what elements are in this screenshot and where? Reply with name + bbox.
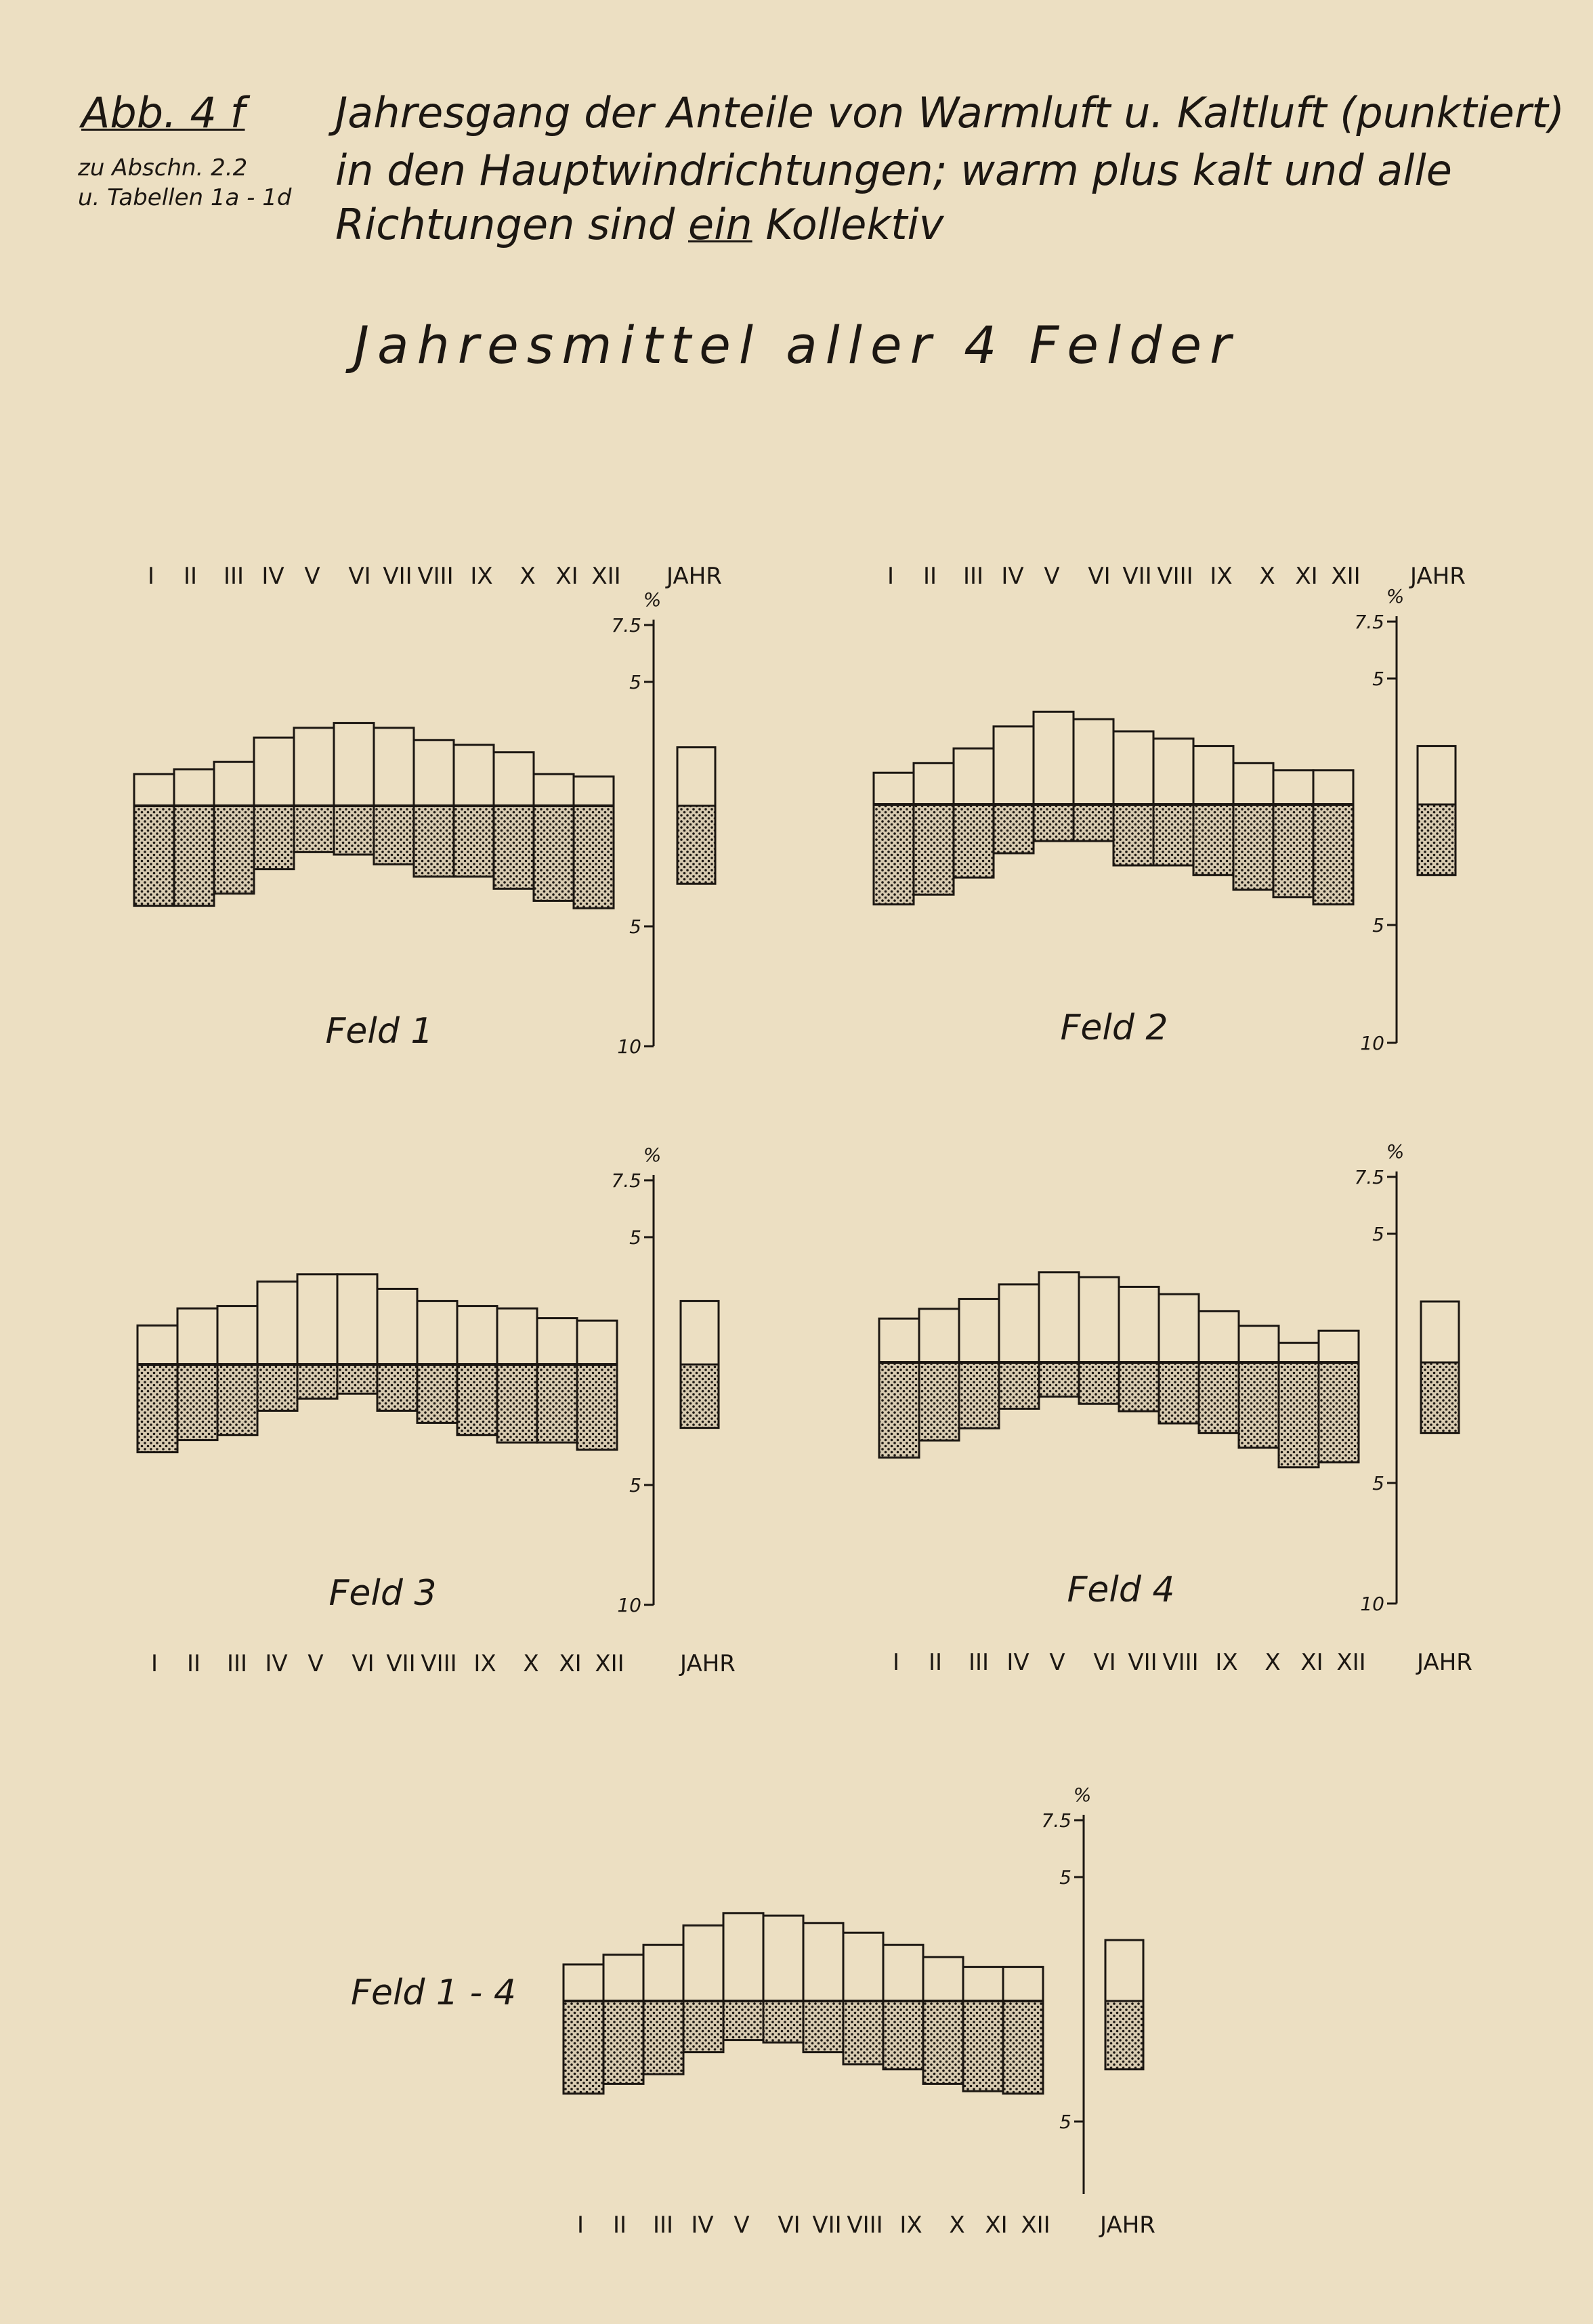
warm-bar [994,727,1034,804]
reference-tables: u. Tabellen 1a - 1d [78,184,292,211]
axis-tick-label: 10 [617,1594,641,1616]
warm-bar [497,1308,537,1364]
axis-tick-label: 5 [1372,668,1384,690]
annual-cold-bar [677,806,715,884]
warm-bar [217,1306,257,1364]
axis-tick-label: 7.5 [1354,1166,1384,1188]
warm-bar [843,1933,883,2001]
annual-label: JAHR [1100,2212,1155,2239]
month-label: III [223,563,245,590]
cold-bar [214,806,254,894]
figure-label: Abb. 4 f [81,88,245,137]
warm-bar [254,737,294,806]
cold-bar [683,2001,723,2052]
cold-bar [1273,804,1313,897]
month-label: IV [261,563,284,590]
month-label: III [652,2212,674,2239]
month-label: VII [1122,563,1152,590]
month-label: VI [1093,1649,1116,1676]
warm-bar [763,1916,803,2001]
axis-tick-label: 5 [629,671,641,693]
cold-bar [217,1364,257,1435]
month-label: VIII [421,1650,457,1677]
warm-bar [1039,1272,1079,1362]
cold-bar [537,1364,577,1442]
warm-bar [534,774,574,806]
cold-bar [919,1362,959,1440]
warm-bar [1273,771,1313,804]
month-label: II [922,563,937,590]
month-label: IX [470,563,493,590]
axis-tick-label: 5 [1059,1866,1071,1889]
month-label: IX [899,2212,922,2239]
cold-bar [294,806,334,852]
warm-bar [1313,771,1353,804]
cold-bar [1319,1362,1359,1463]
warm-bar [1119,1287,1159,1362]
cold-bar [1159,1362,1199,1423]
axis-tick-label: 5 [1372,914,1384,937]
month-label: VI [348,563,371,590]
cold-bar [417,1364,457,1423]
cold-bar [879,1362,919,1457]
cold-bar [1074,804,1113,841]
cold-bar [603,2001,643,2084]
cold-bar [1153,804,1193,865]
chart-feld-2 [874,563,1466,1054]
title-line-3-end: Kollektiv [752,200,944,249]
month-label: XII [1331,563,1361,590]
cold-bar [177,1364,217,1440]
warm-bar [1153,739,1193,804]
month-label: VIII [417,563,454,590]
month-label: V [1044,563,1060,590]
axis-tick-label: 10 [1360,1593,1384,1615]
month-label: I [150,1650,158,1677]
percent-unit-label: % [1386,1140,1405,1163]
month-label: X [949,2212,965,2239]
month-label: IX [473,1650,496,1677]
month-label: XII [1021,2212,1050,2239]
month-label: II [183,563,198,590]
warm-bar [417,1301,457,1364]
warm-bar [294,728,334,806]
feld-label: Feld 1 [325,1011,433,1052]
axis-tick-label: 10 [1360,1032,1384,1054]
cold-bar [377,1364,417,1411]
reference-section: zu Abschn. 2.2 [78,154,248,181]
month-label: IV [1001,563,1024,590]
warm-bar [1319,1331,1359,1362]
cold-bar [723,2001,763,2040]
cold-bar [883,2001,923,2069]
month-label: XI [555,563,578,590]
cold-bar [1313,804,1353,905]
warm-bar [1159,1294,1199,1362]
warm-bar [577,1320,617,1364]
annual-warm-bar [677,748,715,806]
month-label: XII [595,1650,624,1677]
month-label: III [968,1649,990,1676]
cold-bar [803,2001,843,2052]
warm-bar [454,745,494,806]
cold-bar [137,1364,177,1452]
month-label: X [1265,1649,1281,1676]
month-label: XI [1300,1649,1323,1676]
cold-bar [494,806,534,888]
cold-bar [414,806,454,876]
subtitle: Jahresmittel aller 4 Felder [354,315,1239,375]
warm-bar [923,1957,963,2001]
annual-cold-bar [1105,2001,1143,2069]
month-label: VIII [847,2212,883,2239]
month-label: II [612,2212,627,2239]
month-label: XII [1336,1649,1366,1676]
warm-bar [457,1306,497,1364]
percent-unit-label: % [1073,1784,1092,1806]
annual-warm-bar [1421,1301,1459,1362]
cold-bar [337,1364,377,1394]
month-label: X [1259,563,1275,590]
chart-feld-1 [134,563,722,1058]
cold-bar [134,806,174,906]
month-label: X [523,1650,539,1677]
cold-bar [254,806,294,869]
title-line-3-start: Richtungen sind [335,200,688,249]
cold-bar [1034,804,1074,841]
warm-bar [1074,719,1113,804]
warm-bar [174,769,214,806]
warm-bar [1199,1311,1239,1362]
month-label: III [226,1650,248,1677]
month-label: IV [691,2212,714,2239]
cold-bar [257,1364,297,1411]
cold-bar [334,806,374,855]
cold-bar [954,804,994,878]
month-label: VI [352,1650,375,1677]
warm-bar [574,777,614,806]
warm-bar [999,1285,1039,1362]
warm-bar [603,1955,643,2001]
cold-bar [1039,1362,1079,1396]
axis-tick-label: 5 [629,1474,641,1497]
month-label: I [576,2212,585,2239]
cold-bar [1233,804,1273,890]
month-label: V [1049,1649,1065,1676]
warm-bar [954,748,994,804]
warm-bar [1279,1343,1319,1362]
month-label: IV [1006,1649,1029,1676]
warm-bar [177,1308,217,1364]
month-label: I [147,563,155,590]
month-label: XI [559,1650,582,1677]
month-label: III [962,563,984,590]
month-label: VII [1128,1649,1157,1676]
cold-bar [994,804,1034,853]
month-label: VII [383,563,412,590]
warm-bar [879,1318,919,1362]
warm-bar [919,1309,959,1362]
axis-tick-label: 5 [629,916,641,938]
cold-bar [1279,1362,1319,1467]
cold-bar [534,806,574,901]
month-label: VII [812,2212,842,2239]
month-label: XI [985,2212,1008,2239]
cold-bar [874,804,914,905]
warm-bar [1003,1967,1043,2001]
cold-bar [1239,1362,1279,1448]
warm-bar [1113,731,1153,804]
warm-bar [683,1925,723,2001]
cold-bar [1119,1362,1159,1411]
month-label: IX [1210,563,1233,590]
chart-feld-5 [351,1784,1155,2239]
warm-bar [1233,763,1273,804]
cold-bar [923,2001,963,2084]
warm-bar [134,774,174,806]
feld-label: Feld 2 [1060,1008,1168,1048]
month-label: IV [265,1650,288,1677]
annual-cold-bar [1421,1362,1459,1433]
warm-bar [914,763,954,804]
warm-bar [257,1282,297,1364]
axis-tick-label: 7.5 [611,1169,641,1192]
warm-bar [883,1945,923,2001]
cold-bar [1199,1362,1239,1433]
warm-bar [874,773,914,804]
warm-bar [137,1325,177,1364]
month-label: VIII [1157,563,1193,590]
cold-bar [1113,804,1153,865]
warm-bar [334,723,374,806]
title-line-2: in den Hauptwindrichtungen; warm plus kalt und alle [335,146,1452,195]
axis-tick-label: 7.5 [611,614,641,637]
percent-unit-label: % [643,1144,662,1166]
axis-tick-label: 5 [1372,1472,1384,1494]
axis-tick-label: 7.5 [1354,611,1384,633]
month-label: VIII [1162,1649,1199,1676]
warm-bar [1193,746,1233,804]
cold-bar [963,2001,1003,2091]
cold-bar [914,804,954,895]
axis-tick-label: 5 [1059,2111,1071,2133]
cold-bar [454,806,494,876]
warm-bar [959,1299,999,1362]
title-line-1: Jahresgang der Anteile von Warmluft u. Kaltluft (punktiert) [335,88,1565,137]
cold-bar [564,2001,603,2094]
axis-tick-label: 5 [629,1226,641,1249]
cold-bar [497,1364,537,1442]
warm-bar [214,762,254,806]
month-label: II [928,1649,943,1676]
cold-bar [999,1362,1039,1408]
percent-unit-label: % [643,588,662,611]
cold-bar [577,1364,617,1450]
warm-bar [963,1967,1003,2001]
cold-bar [174,806,214,906]
month-label: I [892,1649,900,1676]
warm-bar [337,1274,377,1364]
warm-bar [1034,712,1074,804]
axis-tick-label: 10 [617,1035,641,1058]
percent-unit-label: % [1386,585,1405,607]
warm-bar [537,1318,577,1364]
cold-bar [457,1364,497,1435]
axis-tick-label: 5 [1372,1223,1384,1245]
warm-bar [1239,1326,1279,1362]
month-label: V [307,1650,324,1677]
month-label: V [734,2212,750,2239]
month-label: II [186,1650,201,1677]
warm-bar [374,728,414,806]
month-label: XI [1295,563,1318,590]
feld-label: Feld 1 - 4 [351,1973,516,2013]
chart-feld-3 [137,1144,736,1677]
cold-bar [643,2001,683,2074]
cold-bar [843,2001,883,2065]
warm-bar [723,1913,763,2001]
warm-bar [494,752,534,806]
month-label: XII [591,563,621,590]
warm-bar [564,1964,603,2001]
annual-cold-bar [681,1364,719,1428]
axis-tick-label: 7.5 [1041,1809,1071,1832]
title-line-3-emphasis: ein [687,200,752,249]
warm-bar [414,740,454,806]
chart-feld-4 [879,1140,1472,1676]
cold-bar [297,1364,337,1398]
month-label: I [887,563,895,590]
annual-label: JAHR [1410,563,1466,590]
month-label: V [304,563,320,590]
cold-bar [374,806,414,864]
cold-bar [763,2001,803,2042]
month-label: VI [778,2212,801,2239]
warm-bar [643,1945,683,2001]
cold-bar [1079,1362,1119,1404]
cold-bar [959,1362,999,1428]
cold-bar [574,806,614,908]
feld-label: Feld 4 [1067,1570,1175,1610]
annual-warm-bar [1418,746,1456,804]
warm-bar [377,1289,417,1364]
warm-bar [1079,1277,1119,1362]
month-label: X [519,563,536,590]
annual-cold-bar [1418,804,1456,875]
month-label: IX [1215,1649,1238,1676]
annual-warm-bar [681,1301,719,1364]
cold-bar [1193,804,1233,875]
feld-label: Feld 3 [328,1573,437,1614]
annual-label: JAHR [680,1650,736,1677]
annual-label: JAHR [1417,1649,1472,1676]
month-label: VI [1088,563,1111,590]
cold-bar [1003,2001,1043,2094]
annual-label: JAHR [666,563,722,590]
warm-bar [803,1923,843,2001]
month-label: VII [386,1650,416,1677]
annual-warm-bar [1105,1940,1143,2001]
warm-bar [297,1274,337,1364]
